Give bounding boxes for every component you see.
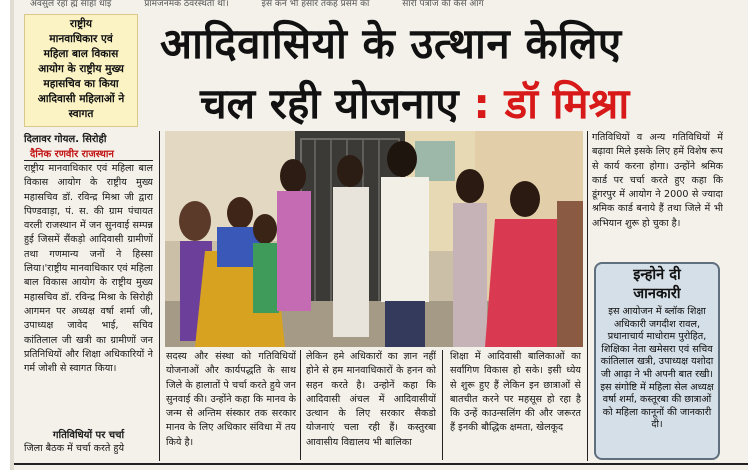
fragment-text: ॲवसुल रहा ह्म साहा धाइ [30, 0, 112, 8]
page-gutter [10, 0, 14, 470]
info-box [594, 262, 720, 460]
info-box-title-line: इन्होने दी [633, 267, 681, 283]
news-photo [165, 131, 583, 347]
page-edge [0, 0, 10, 470]
info-box-body: इस आयोजन में ब्लॉक शिक्षा अधिकारी जगदीश रावल, प्रधानाचार्य माधोराम पुरोहित, शिक्षिका नेता खमेसरा एवं सचिव कांतिलाल खत्री, उपाध्यक्ष यशोदा जी आढ़ा ने भी अपनी बात रखी। इस संगोष्टि में महिला सेल अध्यक्ष वर्षा शर्मा, कस्तूरबा की छात्राओं को महिला कानूनों की जानकारी दी। [600, 306, 714, 431]
article-column-1: राष्ट्रीय मानवाधिकार एवं महिला बाल विकास आयोग के राष्ट्रीय मुख्य महासचिव डॉ. रविन्द्र मिश्रा जी द्वारा पिण्डवाड़ा, पं. स. की ग्राम पंचायत वरली राजस्थान में जन सुनवाई सम्पन्न हुई जिसमें सैंकड़ो आदिवासी ग्रामीणों तथा गणमान्य जनों ने हिस्सा लिया।'राष्ट्रीय मानवाधिकार एवं महिला बाल विकास आयोग के राष्ट्रीय मुख्य महासचिव डॉ. रविन्द्र मिश्रा के सिरोही आगमन पर अध्यक्ष वर्षा शर्मा जी, उपाध्यक्ष जावेद भाई, सचिव कांतिलाल जी खत्री का ग्रामीणों जन प्रतिनिधियों और शिक्षा अधिकारियों ने गर्म जोशी से स्वागत किया। [24, 163, 153, 375]
caption-line: राष्ट्रीय [69, 18, 93, 30]
caption-line: आदिवासी महिलाओं ने [37, 93, 125, 105]
article-column-1-end: जिला बैठक में चर्चा करते हुये [24, 443, 125, 454]
headline-text: चल रही योजनाए [200, 79, 459, 128]
info-box-title-line: जानकारी [633, 286, 681, 302]
article-column-4: शिक्षा में आदिवासी बालिकाओं का सर्वांगिण विकास हो सके। इसी ध्येय से शुरू हुए हैं लेकिन इन छात्राओं से बातचीत करने पर महसूस हो रहा है कि उन्हें काउन्सलिंग की और जरूरत हैं इनकी बौद्धिक क्षमता, खेलकूद [450, 351, 581, 434]
column-divider [442, 350, 443, 460]
column-divider [587, 131, 588, 461]
caption-line: महिला बाल विकास [43, 48, 119, 60]
reporter-byline: दिलावर गोयल. सिरोही [24, 134, 107, 145]
info-box-title [596, 266, 718, 304]
article-column-3: लेकिन हमे अधिकारों का ज्ञान नहीं होने से हम मानवाधिकारों के हनन को सहन करते है। उन्होनें कहा कि आदिवासी अंचल में आदिवासीयों उत्थान के लिए सरकार सैकडो योजनाएं चला रही हैं। कस्तुरबा आवासीय विद्यालय भी बालिका [306, 351, 436, 448]
article-column-5: गतिविधियों व अन्य गतिविधियों में बढ़ावा मिले इसके लिए हमें विशेष रूप से कार्य करना होगा। उन्होंने श्रमिक कार्ड पर चर्चा करते हुए कहा कि डूंगरपुर में आयोग ने 2000 से ज्यादा श्रमिक कार्ड बनाये हैं तथा जिले में भी अभियान शुरू हो चुका है। [592, 132, 723, 229]
headline-line-2 [200, 76, 720, 132]
headline-line-1: आदिवासियो के उत्थान केलिए [160, 19, 622, 68]
byline-divider [24, 160, 153, 161]
column-divider [300, 350, 301, 460]
fragment-text: सारी पत्रोज की कैसे आग [402, 0, 484, 8]
previous-article-fragment [0, 0, 748, 8]
caption-line: मानवाधिकार एवं [49, 33, 113, 45]
newspaper-byline: दैनिक रणवीर राजस्थान [30, 149, 114, 160]
caption-line: महासचिव का किया [43, 78, 119, 90]
page-bottom-rule [14, 463, 748, 465]
photo-illustration [165, 131, 583, 347]
caption-line: आयोग के राष्ट्रीय मुख्य [38, 63, 124, 75]
sidebar-caption-box [24, 14, 138, 127]
fragment-text: प्रामजनमक ठवरस्थता था। [144, 0, 229, 8]
column-subheading: गतिविधियों पर चर्चा [52, 430, 125, 441]
article-column-2: सदस्य और संस्था को गतिविधियों योजनाओं और कार्यपद्धति के साथ जिले के हालातों पे चर्चा करते हुये जन सुनवाई की। उन्होंने कहा कि मानव के जन्म से अन्तिम संस्कार तक सरकार मानव के लिए अधिकार संविधा में तय किये है। [166, 351, 296, 448]
headline-attribution: : डॉ मिश्रा [473, 79, 630, 128]
column-divider [159, 131, 160, 461]
caption-line: स्वागत [68, 108, 94, 120]
fragment-text: इस कन भी हसार तकह प्रसम का [261, 0, 370, 8]
